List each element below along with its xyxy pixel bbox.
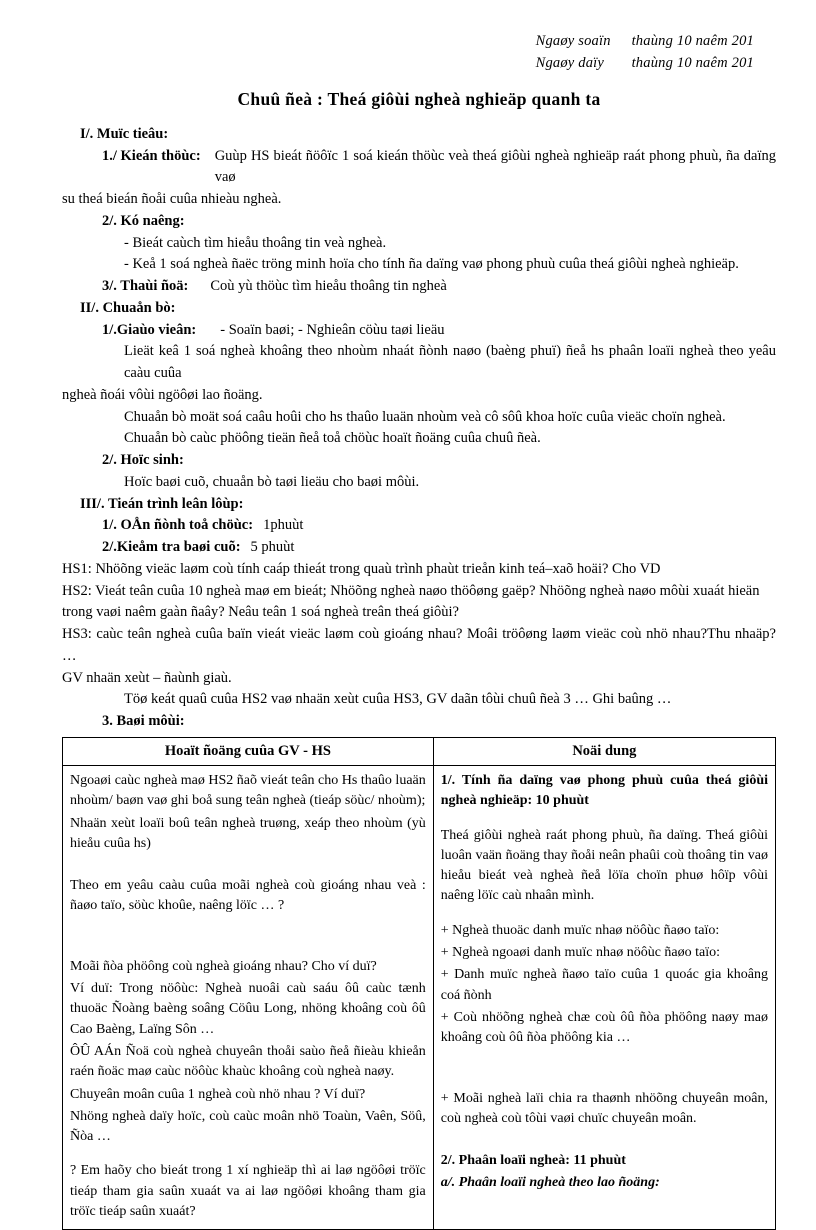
header-value-day: thaùng 10 naêm 201 xyxy=(631,55,754,72)
subsection-kiem-tra xyxy=(62,537,776,559)
para-giao-vien-3: Chuaån bò caùc phöông tieän ñeå toå chöùc hoaït ñoäng cuûa chuû ñeà. xyxy=(124,430,541,447)
text-giao-vien: - Soaïn baøi; - Nghieân cöùu taøi lieäu xyxy=(220,321,445,338)
question-hs3-line1: HS3: caùc teân ngheà cuûa baïn vieát vieäc laøm coù gioáng nhau? Moâi tröôøng laøm vieäc coù nhö nhau?Thu nhaäp? … xyxy=(62,626,776,664)
label-bai-moi: 3. Baøi môùi: xyxy=(102,713,185,730)
content-bullet-3: + Danh muïc ngheà ñaøo taïo cuûa 1 quoác gia khoâng coá ñònh xyxy=(440,967,768,1003)
question-hs2-line1: HS2: Vieát teân cuûa 10 ngheà maø em bieát; Nhöõng ngheà naøo thöôøng gaëp? Nhöõng ngheà naøo môùi xuaát hieän xyxy=(62,582,760,599)
label-ki-nang: 2/. Kó naêng: xyxy=(102,212,185,229)
section-heading-tien-trinh: III/. Tieán trình leân lôùp: xyxy=(80,495,244,512)
header-value-soan: thaùng 10 naêm 201 xyxy=(631,33,754,49)
item-ki-nang-1: - Bieát caùch tìm hieåu thoâng tin veà ngheà. xyxy=(124,234,387,251)
content-heading-3: a/. Phaân loaïi ngheà theo lao ñoäng: xyxy=(440,1175,660,1191)
content-bullet-5: + Moãi ngheà laïi chia ra thaønh nhöõng chuyeân moân, coù ngheà coù tôùi vaøi chuïc chuyeân moân. xyxy=(440,1090,768,1126)
subsection-thai-do xyxy=(62,276,776,298)
value-on-dinh: 1phuùt xyxy=(263,517,304,534)
table-row xyxy=(63,765,776,1229)
content-bullet-4: + Coù nhöõng ngheà chæ coù ôû ñòa phöông naøy maø khoâng coù ôû ñòa phöông kia … xyxy=(440,1009,768,1046)
table-cell-activities xyxy=(63,765,434,1229)
activity-para-6: ÔÛ AÁn Ñoä coù ngheà chuyeân thoåi saùo ñeå ñieàu khieån raén ñoäc maø caùc nöôùc khaùc khoâng coù ngheà naøy. xyxy=(70,1043,426,1080)
activity-para-8: Nhöng ngheà daïy hoïc, coù caùc moân nhö Toaùn, Vaên, Söû, Ñòa … xyxy=(70,1108,426,1145)
para-giao-vien-2: Chuaån bò moät soá caâu hoûi cho hs thaûo luaän nhoùm veà cô sôû khoa hoïc cuûa vieäc choïn ngheà. xyxy=(124,408,726,425)
text-kien-thuc-cont: su theá bieán ñoåi cuûa nhieàu ngheà. xyxy=(62,191,282,208)
table-header-content: Noäi dung xyxy=(433,737,775,765)
title-separator: : xyxy=(317,88,324,109)
table-header-activities: Hoaït ñoäng cuûa GV - HS xyxy=(63,737,434,765)
lesson-plan-table xyxy=(62,737,776,1230)
content-heading-2: 2/. Phaân loaïi ngheà: 11 phuùt xyxy=(440,1153,626,1169)
label-kien-thuc: 1./ Kieán thöùc: xyxy=(102,147,201,164)
item-ki-nang-2: - Keå 1 soá ngheà ñaëc tröng minh hoïa cho tính ña daïng vaø phong phuù cuûa theá giôùi ngheà nghieäp. xyxy=(124,256,739,273)
page-title xyxy=(62,89,776,110)
subsection-giao-vien xyxy=(62,320,776,342)
content-para-1: Theá giôùi ngheà raát phong phuù, ña daïng. Theá giôùi luoân vaän ñoäng thay ñoåi neân phaûi coù thoâng tin vaø hieåu bieát veà ngheà ñeå löïa choïn phuø hôïp vôùi naêng löïc caù nhaân mình. xyxy=(440,827,768,904)
document-body xyxy=(62,124,776,733)
section-heading-chuan-bi: II/. Chuaån bò: xyxy=(80,299,176,316)
subsection-on-dinh xyxy=(62,515,776,537)
title-prefix: Chuû ñeà xyxy=(237,88,313,109)
text-thai-do: Coù yù thöùc tìm hieåu thoâng tin ngheà xyxy=(210,278,447,295)
table-cell-content xyxy=(433,765,775,1229)
content-bullet-2: + Ngheà ngoaøi danh muïc nhaø nöôùc ñaøo taïo: xyxy=(440,945,721,961)
table-header-row xyxy=(63,737,776,765)
para-giao-vien-1: Lieät keâ 1 soá ngheà khoâng theo nhoùm nhaát ñònh naøo (baèng phuï) ñeå hs phaân loaïi ngheà theo yeâu caàu cuûa xyxy=(124,343,776,382)
label-hoc-sinh: 2/. Hoïc sinh: xyxy=(102,452,184,469)
activity-para-2: Nhaän xeùt loaïi boû teân ngheà truøng, xeáp theo nhoùm (yù hieåu cuûa hs) xyxy=(70,815,426,851)
header-label-soan: Ngaøy soaïn xyxy=(535,33,611,49)
activity-para-1: Ngoaøi caùc ngheà maø HS2 ñaõ vieát teân cho Hs thaûo luaän nhoùm/ baøn vaø ghi boå sung teân ngheà (tieáp söùc/ nhoùm); xyxy=(70,772,426,809)
para-giao-vien-1b: ngheà ñoái vôùi ngöôøi lao ñoäng. xyxy=(62,386,263,403)
document-header xyxy=(62,30,776,75)
question-hs1: HS1: Nhöõng vieäc laøm coù tính caáp thieát trong quaù trình phaùt trieån kinh teá–xaõ hoäi? Cho VD xyxy=(62,560,661,577)
activity-para-7: Chuyeân moân cuûa 1 ngheà coù nhö nhau ? Ví duï? xyxy=(70,1086,366,1102)
content-heading-1: 1/. Tính ña daïng vaø phong phuù cuûa theá giôùi ngheà nghieäp: 10 phuùt xyxy=(440,772,768,809)
question-hs3-line2: GV nhaän xeùt – ñaùnh giaù. xyxy=(62,669,232,686)
label-giao-vien: 1/.Giaùo vieân: xyxy=(102,321,197,338)
label-thai-do: 3/. Thaùi ñoä: xyxy=(102,278,189,295)
section-heading-muc-tieu: I/. Muïc tieâu: xyxy=(80,125,169,142)
header-line-day xyxy=(62,52,754,74)
value-kiem-tra: 5 phuùt xyxy=(250,539,295,556)
header-line-soan xyxy=(62,30,754,52)
text-kien-thuc: Guùp HS bieát ñöôïc 1 soá kieán thöùc veà theá giôùi ngheà nghieäp raát phong phuù, ña daïng vaø xyxy=(214,147,776,186)
activity-para-4: Moãi ñòa phöông coù ngheà gioáng nhau? Cho ví duï? xyxy=(70,958,377,974)
activity-para-9: ? Em haõy cho bieát trong 1 xí nghieäp thì ai laø ngöôøi tröïc tieáp tham gia saûn xuaát va ai laø ngöôøi khoâng tham gia tröïc tieáp saûn xuaát? xyxy=(70,1163,426,1219)
content-bullet-1: + Ngheà thuoäc danh muïc nhaø nöôùc ñaøo taïo: xyxy=(440,922,720,938)
label-kiem-tra: 2/.Kieåm tra baøi cuõ: xyxy=(102,539,241,556)
activity-para-3: Theo em yeâu caàu cuûa moãi ngheà coù gioáng nhau veà : ñaøo taïo, söùc khoûe, naêng löïc … ? xyxy=(70,878,426,914)
para-tu-ket-qua: Töø keát quaû cuûa HS2 vaø nhaän xeùt cuûa HS3, GV daãn tôùi chuû ñeà 3 … Ghi baûng … xyxy=(124,691,672,708)
header-label-day: Ngaøy daïy xyxy=(535,55,605,72)
title-text: Theá giôùi ngheà nghieäp quanh ta xyxy=(327,88,601,109)
text-hoc-sinh: Hoïc baøi cuõ, chuaån bò taøi lieäu cho baøi môùi. xyxy=(124,473,420,490)
subsection-kien-thuc xyxy=(62,146,776,190)
label-on-dinh: 1/. OÅn ñònh toå chöùc: xyxy=(102,517,254,534)
question-hs2-line2: trong vaøi naêm gaàn ñaây? Neâu teân 1 soá ngheà treân theá giôùi? xyxy=(62,604,459,621)
activity-para-5: Ví duï: Trong nöôùc: Ngheà nuoâi caù saáu ôû caùc tænh thuoäc Ñoàng baèng soâng Cöûu Long, nhöng khoâng coù ôû Cao Baèng, Laïng Sôn … xyxy=(70,981,426,1037)
